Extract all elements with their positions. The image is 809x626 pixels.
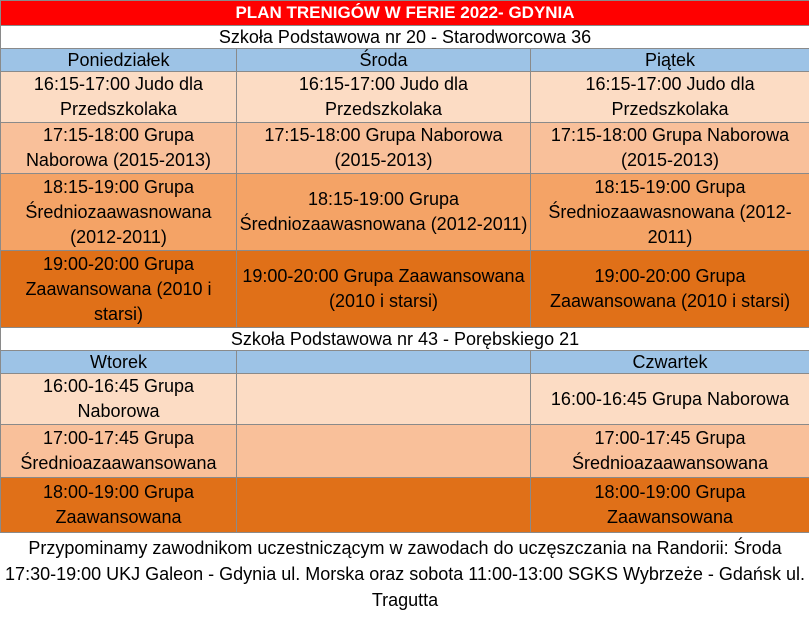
schedule-cell: 18:15-19:00 Grupa Średniozaawasnowana (2012-2011) xyxy=(1,174,237,251)
table-row xyxy=(1,123,809,174)
footer-note: Przypominamy zawodnikom uczestniczącym w zawodach do uczęszczania na Randorii: Środa 17:30-19:00 UKJ Galeon - Gdynia ul. Morska oraz sobota 11:00-13:00 SGKS Wybrzeże - Gdańsk ul. Tragutta xyxy=(1,533,809,614)
schedule-cell: 19:00-20:00 Grupa Zaawansowana (2010 i starsi) xyxy=(237,251,531,328)
table-row xyxy=(1,478,809,533)
schedule-cell: 18:00-19:00 Grupa Zaawansowana xyxy=(1,478,237,533)
school-2-header: Szkoła Podstawowa nr 43 - Porębskiego 21 xyxy=(1,328,809,351)
schedule-cell-empty xyxy=(237,478,531,533)
schedule-cell: 17:00-17:45 Grupa Średnioazaawansowana xyxy=(531,425,809,478)
schedule-cell-empty xyxy=(237,425,531,478)
schedule-cell: 16:15-17:00 Judo dla Przedszkolaka xyxy=(531,72,809,123)
schedule-cell: 18:00-19:00 Grupa Zaawansowana xyxy=(531,478,809,533)
day-header-empty xyxy=(237,351,531,374)
schedule-cell: 17:15-18:00 Grupa Naborowa (2015-2013) xyxy=(531,123,809,174)
day-header-wednesday: Środa xyxy=(237,49,531,72)
schedule-cell: 16:15-17:00 Judo dla Przedszkolaka xyxy=(237,72,531,123)
schedule-cell: 17:15-18:00 Grupa Naborowa (2015-2013) xyxy=(237,123,531,174)
schedule-cell: 16:00-16:45 Grupa Naborowa xyxy=(1,374,237,425)
schedule-cell: 16:00-16:45 Grupa Naborowa xyxy=(531,374,809,425)
table-row xyxy=(1,174,809,251)
day-header-tuesday: Wtorek xyxy=(1,351,237,374)
school-1-header: Szkoła Podstawowa nr 20 - Starodworcowa 36 xyxy=(1,26,809,49)
schedule-cell: 18:15-19:00 Grupa Średniozaawasnowana (2012-2011) xyxy=(237,174,531,251)
table-row xyxy=(1,72,809,123)
schedule-cell: 19:00-20:00 Grupa Zaawansowana (2010 i starsi) xyxy=(1,251,237,328)
schedule-cell: 17:00-17:45 Grupa Średnioazaawansowana xyxy=(1,425,237,478)
schedule-cell: 18:15-19:00 Grupa Średniozaawasnowana (2012-2011) xyxy=(531,174,809,251)
page-title: PLAN TRENIGÓW W FERIE 2022- GDYNIA xyxy=(1,1,809,26)
schedule-cell: 17:15-18:00 Grupa Naborowa (2015-2013) xyxy=(1,123,237,174)
table-row xyxy=(1,251,809,328)
table-row xyxy=(1,374,809,425)
table-row xyxy=(1,425,809,478)
day-header-monday: Poniedziałek xyxy=(1,49,237,72)
schedule-cell: 16:15-17:00 Judo dla Przedszkolaka xyxy=(1,72,237,123)
day-header-thursday: Czwartek xyxy=(531,351,809,374)
schedule-cell-empty xyxy=(237,374,531,425)
schedule-cell: 19:00-20:00 Grupa Zaawansowana (2010 i starsi) xyxy=(531,251,809,328)
day-header-friday: Piątek xyxy=(531,49,809,72)
